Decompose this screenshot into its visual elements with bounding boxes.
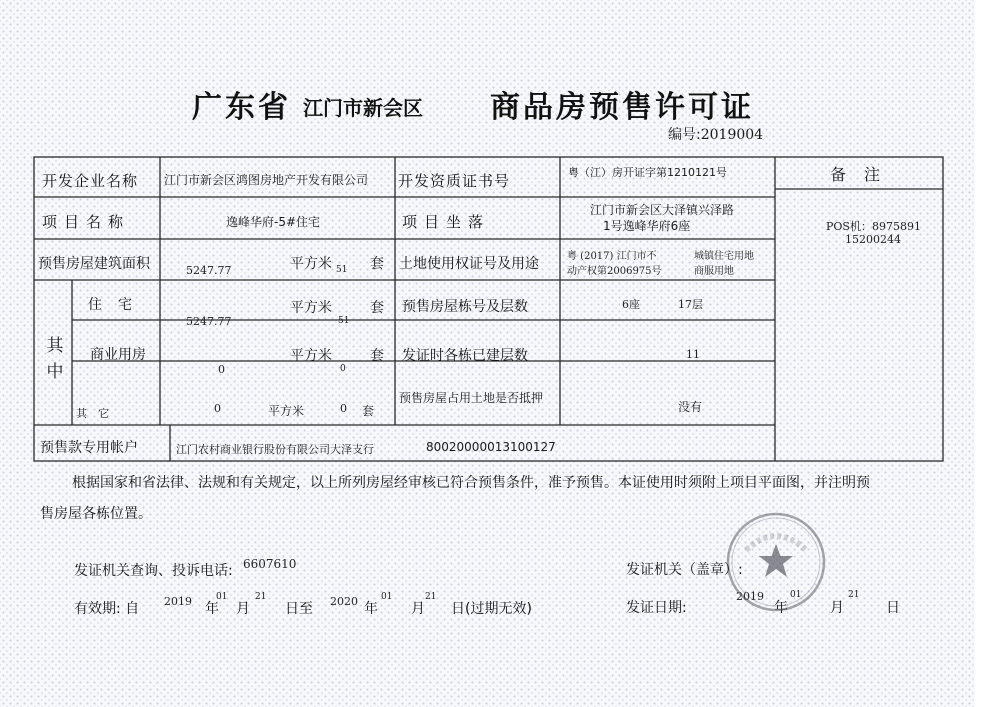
validity-to-day: 21 [425, 592, 437, 602]
project-name-label: 项目名称 [42, 213, 131, 231]
commercial-label: 商业用房 [90, 347, 146, 363]
remarks-pos-number: 15200244 [845, 233, 901, 246]
other-area-unit: 平方米 [268, 404, 305, 418]
presale-area-unit: 平方米 [290, 256, 332, 272]
presale-area-value: 5247.77 [186, 264, 232, 277]
inquiry-label: 发证机关查询、投诉电话: [74, 563, 233, 579]
residential-area-unit: 平方米 [290, 300, 332, 316]
validity-from-day: 21 [255, 592, 267, 602]
validity-from-month: 01 [216, 592, 228, 602]
account-label: 预售款专用帐户 [40, 440, 138, 456]
statement-line1: 根据国家和省法律、法规和有关规定，以上所列房屋经审核已符合预售条件，准予预售。本证使用时须附上项目平面图，并注明预 [72, 475, 870, 491]
validity-month-unit-2: 月 [411, 601, 425, 617]
building-number: 6座 [622, 298, 640, 311]
validity-to-month: 01 [381, 592, 393, 602]
project-location-line2: 1号逸峰华府6座 [603, 219, 691, 233]
breakdown-label: 其中 [46, 336, 64, 382]
land-use-line2: 商服用地 [694, 266, 734, 277]
inquiry-phone: 6607610 [243, 557, 297, 571]
project-location-line1: 江门市新会区大泽镇兴泽路 [590, 203, 735, 217]
issue-year: 2019 [736, 590, 764, 603]
other-label: 其 它 [76, 407, 109, 420]
presale-sets-value: 51 [336, 265, 348, 275]
validity-from-year: 2019 [164, 595, 192, 608]
residential-sets-value: 51 [338, 316, 350, 326]
account-number: 80020000013100127 [426, 440, 556, 454]
official-seal-icon [724, 510, 828, 614]
other-sets-unit: 套 [362, 404, 375, 418]
project-name-value: 逸峰华府-5#住宅 [226, 215, 321, 229]
issue-year-unit: 年 [774, 600, 788, 616]
validity-month-unit-1: 月 [236, 601, 250, 617]
validity-day-to: 日至 [285, 601, 313, 617]
validity-prefix: 有效期: 自 [74, 601, 140, 617]
validity-year-unit-2: 年 [364, 601, 378, 617]
remarks-label: 备 注 [830, 165, 882, 184]
land-cert-label: 土地使用权证号及用途 [399, 256, 539, 272]
issue-month-unit: 月 [830, 600, 844, 616]
authority-label: 发证机关（盖章）: [626, 562, 743, 578]
developer-label: 开发企业名称 [42, 172, 139, 190]
project-location-label: 项目坐落 [402, 213, 491, 231]
other-sets-value: 0 [340, 402, 347, 415]
title-city-district: 江门市新会区 [303, 96, 423, 120]
issue-day: 21 [848, 590, 860, 600]
commercial-area-unit: 平方米 [290, 348, 332, 364]
validity-day-end: 日(过期无效) [451, 601, 532, 617]
presale-area-label: 预售房屋建筑面积 [38, 256, 150, 272]
building-floors-label: 预售房屋栋号及层数 [402, 299, 528, 315]
statement-line2: 售房屋各栋位置。 [40, 506, 152, 522]
issue-month: 01 [790, 590, 802, 600]
commercial-sets-unit: 套 [370, 348, 384, 364]
validity-year-unit-1: 年 [205, 601, 219, 617]
floor-count: 17层 [678, 298, 703, 311]
presale-sets-unit: 套 [370, 256, 384, 272]
residential-label: 住 宅 [88, 297, 133, 313]
residential-sets-unit: 套 [370, 300, 384, 316]
remarks-pos: POS机：8975891 [826, 220, 921, 233]
developer-value: 江门市新会区鸿图房地产开发有限公司 [164, 173, 369, 187]
built-floors-label: 发证时各栋已建层数 [402, 348, 528, 364]
land-cert-line1: 粤 (2017) 江门市不 [567, 251, 657, 262]
issue-date-label: 发证日期: [626, 600, 687, 616]
qualification-value: 粤（江）房开证字第1210121号 [568, 166, 727, 179]
commercial-area-value: 0 [218, 363, 225, 376]
validity-to-year: 2020 [330, 595, 358, 608]
built-floors-value: 11 [686, 348, 700, 361]
issue-day-unit: 日 [886, 600, 900, 616]
title-province: 广东省 [192, 90, 291, 125]
qualification-label: 开发资质证书号 [398, 172, 511, 190]
land-cert-line2: 动产权第2006975号 [567, 266, 662, 277]
mortgage-label: 预售房屋占用土地是否抵押 [399, 391, 544, 405]
land-use-line1: 城镇住宅用地 [694, 251, 754, 262]
other-area-value: 0 [214, 402, 221, 415]
serial-label: 编号: [668, 127, 701, 143]
account-bank: 江门农村商业银行股份有限公司大泽支行 [176, 443, 374, 456]
commercial-sets-value: 0 [340, 364, 346, 374]
document-title: 商品房预售许可证 [490, 90, 754, 125]
residential-area-value: 5247.77 [186, 315, 232, 328]
serial-value: 2019004 [700, 127, 764, 143]
mortgage-value: 没有 [678, 400, 703, 414]
